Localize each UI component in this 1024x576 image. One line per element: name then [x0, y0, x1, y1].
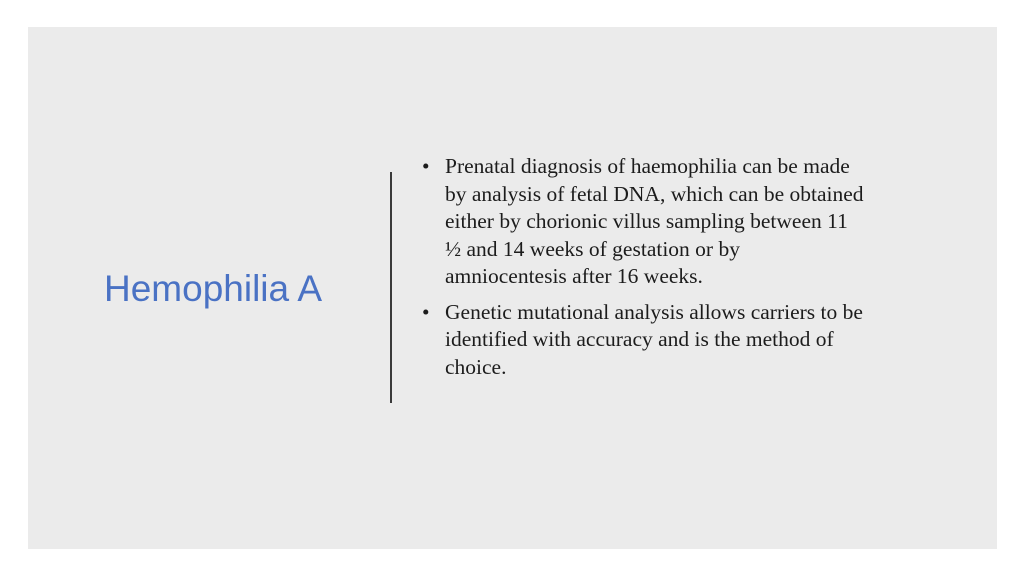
bullet-line: ½ and 14 weeks of gestation or by	[445, 236, 740, 261]
bullet-line: amniocentesis after 16 weeks.	[445, 264, 703, 288]
bullet-line: choice.	[445, 354, 507, 379]
slide	[28, 27, 997, 549]
bullet-line: Genetic mutational analysis allows carriers to be	[445, 299, 863, 324]
bullet-line: identified with accuracy and is the method of	[445, 327, 834, 351]
bullet-item	[422, 299, 962, 382]
bullet-marker: •	[422, 154, 430, 178]
vertical-divider	[390, 172, 392, 403]
bullet-line: Prenatal diagnosis of haemophilia can be made	[445, 154, 850, 178]
slide-title: Hemophilia A	[104, 268, 323, 309]
bullet-list	[422, 153, 962, 389]
bullet-line: by analysis of fetal DNA, which can be obtained	[445, 181, 864, 206]
bullet-item	[422, 153, 962, 291]
bullet-line: either by chorionic villus sampling between 11	[445, 209, 848, 233]
bullet-marker: •	[422, 299, 430, 324]
